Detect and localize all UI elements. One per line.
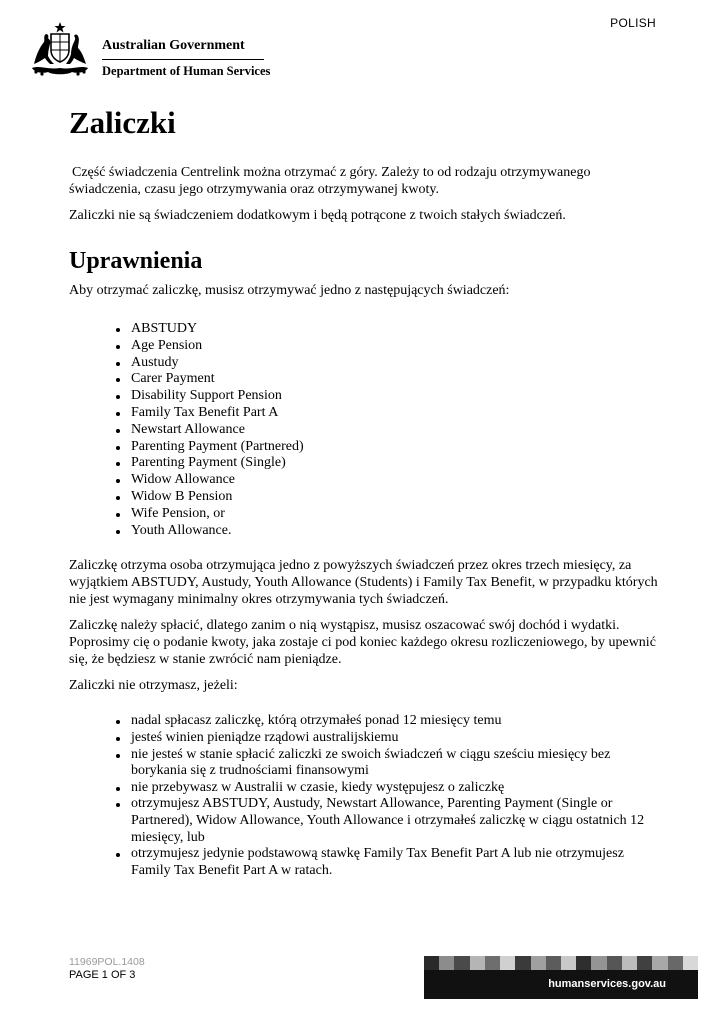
repayment-paragraph: Zaliczkę należy spłacić, dlatego zanim o nią wystąpisz, musisz oszacować swój dochód i wydatki. Poprosimy cię o podanie kwoty, jaka zostaje ci pod koniec każdego okresu rozliczeniowego, by upewnić się, że będziesz w stanie zwrócić nam pieniądze. (69, 618, 656, 668)
footer-brand-block (424, 956, 698, 999)
list-item: Parenting Payment (Partnered) (69, 439, 659, 456)
intro-paragraph-1: Część świadczenia Centrelink można otrzymać z góry. Zależy to od rodzaju otrzymywanego świadczenia, czasu jego otrzymywania oraz otrzymywanej kwoty. (69, 165, 591, 197)
document-body (69, 104, 659, 879)
list-item: nie przebywasz w Australii w czasie, kiedy występujesz o zaliczkę (69, 780, 659, 797)
website-link[interactable]: humanservices.gov.au (424, 970, 698, 999)
list-item: otrzymujesz jedynie podstawową stawkę Family Tax Benefit Part A lub nie otrzymujesz Family Tax Benefit Part A w ratach. (69, 846, 659, 879)
eligibility-heading: Uprawnienia (69, 248, 203, 274)
government-logo (26, 20, 276, 82)
department-name: Department of Human Services (102, 64, 271, 78)
government-name: Australian Government (102, 38, 245, 53)
ineligibility-lead: Zaliczki nie otrzymasz, jeżeli: (69, 678, 238, 694)
list-item: Wife Pension, or (69, 506, 659, 523)
footer-info (69, 956, 145, 982)
list-item: Youth Allowance. (69, 523, 659, 540)
list-item: nadal spłacasz zaliczkę, którą otrzymałeś ponad 12 miesięcy temu (69, 713, 659, 730)
list-item: Carer Payment (69, 371, 659, 388)
page-title: Zaliczki (69, 105, 176, 140)
list-item: Newstart Allowance (69, 422, 659, 439)
list-item: Widow Allowance (69, 472, 659, 489)
list-item: ABSTUDY (69, 321, 659, 338)
list-item: otrzymujesz ABSTUDY, Austudy, Newstart Allowance, Parenting Payment (Single or Partnered), Widow Allowance, Youth Allowance i otrzymałeś zaliczkę w ciągu ostatnich 12 miesięcy, lub (69, 796, 659, 846)
list-item: Family Tax Benefit Part A (69, 405, 659, 422)
pixel-pattern-strip (424, 956, 698, 970)
list-item: Parenting Payment (Single) (69, 455, 659, 472)
page-number: PAGE 1 OF 3 (69, 969, 136, 981)
ineligibility-list (69, 713, 659, 879)
list-item: jesteś winien pieniądze rządowi australijskiemu (69, 730, 659, 747)
list-item: nie jesteś w stanie spłacić zaliczki ze swoich świadczeń w ciągu sześciu miesięcy bez borykania się z trudnościami finansowymi (69, 747, 659, 780)
coat-of-arms-icon (26, 20, 94, 78)
list-item: Disability Support Pension (69, 388, 659, 405)
benefits-list (69, 321, 659, 539)
eligibility-lead: Aby otrzymać zaliczkę, musisz otrzymywać jedno z następujących świadczeń: (69, 283, 510, 298)
list-item: Widow B Pension (69, 489, 659, 506)
intro-paragraph-2: Zaliczki nie są świadczeniem dodatkowym i będą potrącone z twoich stałych świadczeń. (69, 208, 566, 223)
list-item: Age Pension (69, 338, 659, 355)
logo-divider (102, 59, 264, 60)
document-code: 11969POL.1408 (69, 956, 145, 968)
list-item: Austudy (69, 355, 659, 372)
language-label: POLISH (610, 16, 656, 30)
waiting-period-paragraph: Zaliczkę otrzyma osoba otrzymująca jedno z powyższych świadczeń przez okres trzech miesięcy, za wyjątkiem ABSTUDY, Austudy, Youth Allowance (Students) i Family Tax Benefit, w przypadku których nie jest wymagany minimalny okres otrzymywania tych świadczeń. (69, 558, 658, 608)
